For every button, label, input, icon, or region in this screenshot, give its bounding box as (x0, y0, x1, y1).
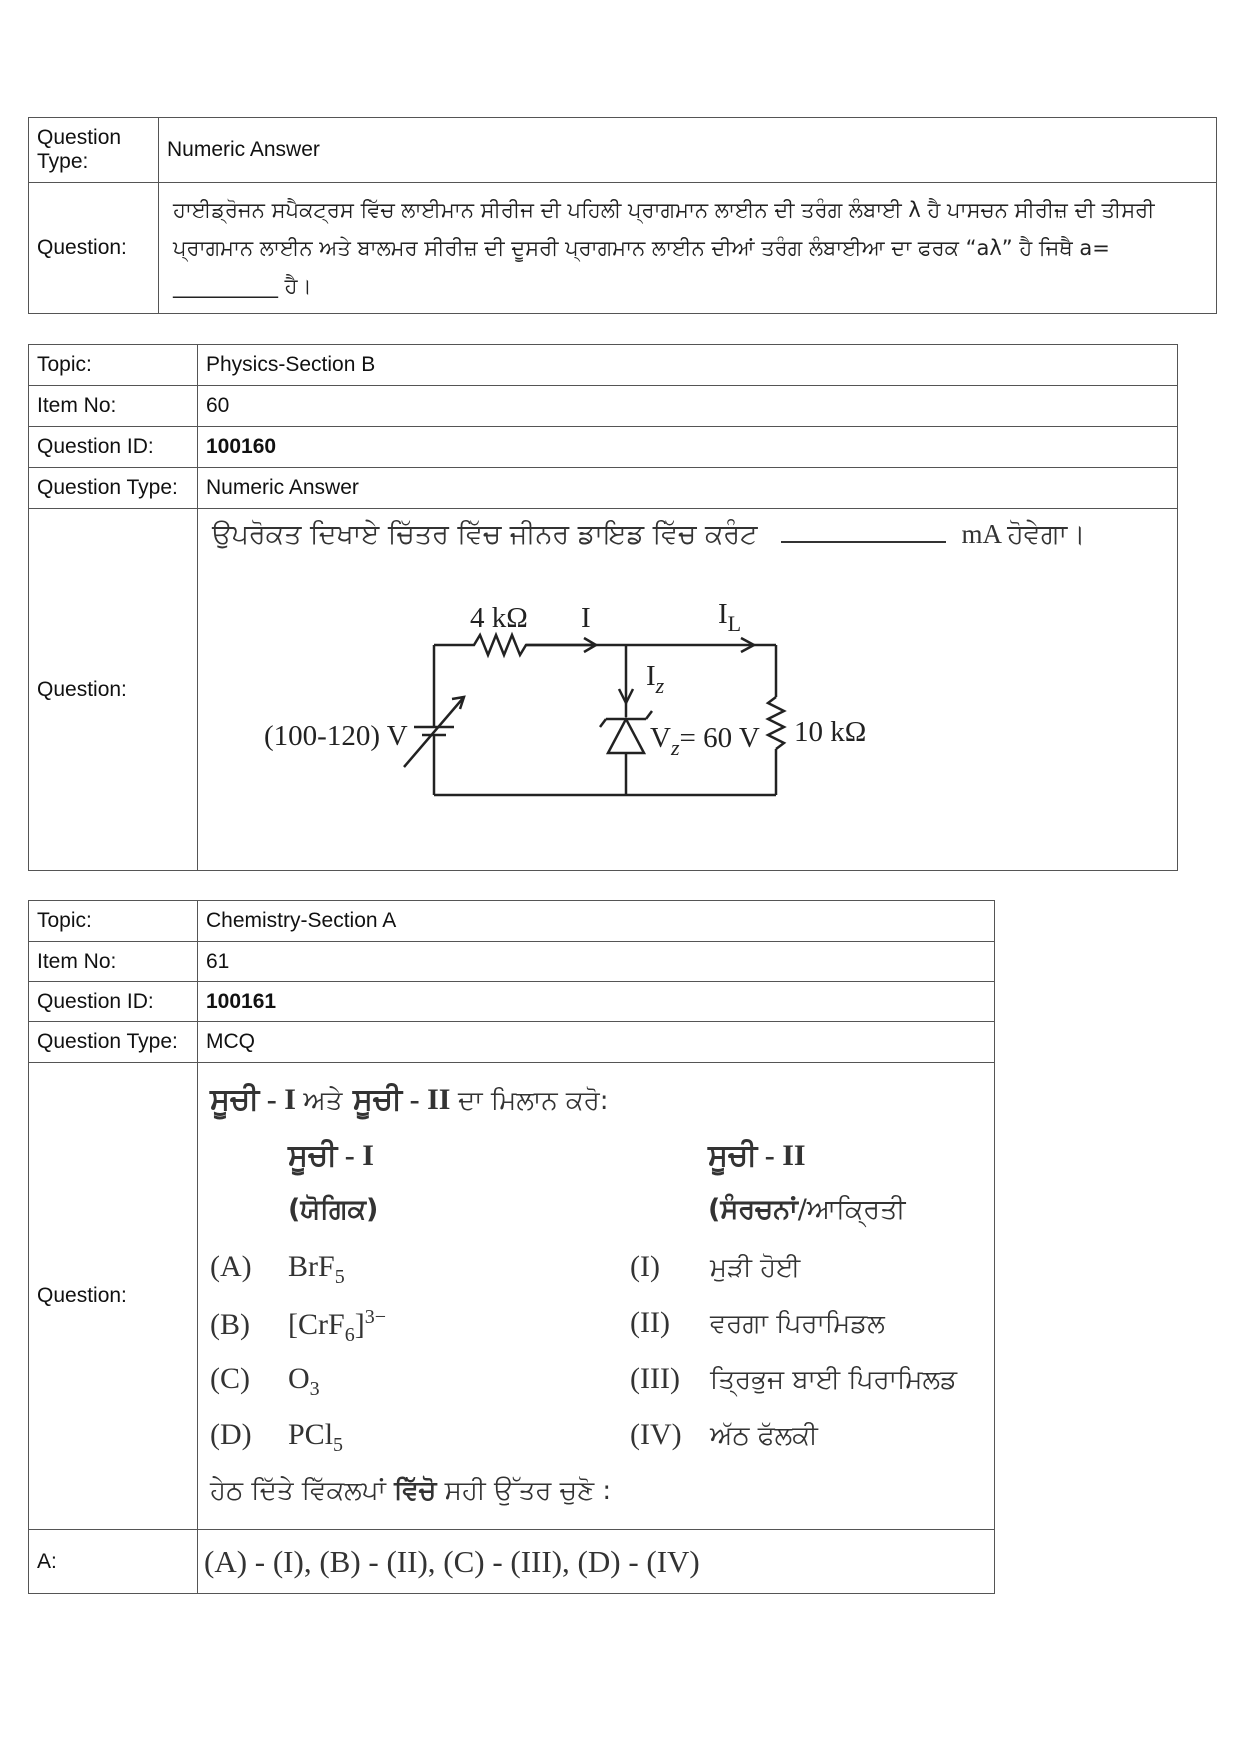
item-no-value: 61 (198, 942, 995, 982)
row-iii: (III) ਤ੍ਰਿਭੁਜ ਬਾਈ ਪਿਰਾਮਿਲਡ (630, 1361, 958, 1395)
topic-label: Topic: (29, 345, 198, 386)
row-a: (A) BrF$_5$ (210, 1249, 345, 1288)
row-i: (I) ਮੁੜੀ ਹੋਈ (630, 1249, 801, 1283)
question-type-label: Question Type: (29, 118, 159, 183)
question-60-table (28, 344, 1178, 871)
question-type-value: Numeric Answer (198, 468, 1178, 509)
question-text: ਉਪਰੋਕਤ ਦਿਖਾਏ ਚਿੱਤਰ ਵਿੱਚ ਜੀਨਰ ਡਾਇਡ ਵਿੱਚ ਕਰੰਟ mA ਹੋਵੇਗਾ। (212, 519, 1086, 550)
question-61-table (28, 900, 995, 1594)
question-59-table (28, 117, 1217, 314)
question-label: Question: (29, 1063, 198, 1530)
topic-value: Chemistry-Section A (198, 901, 995, 942)
current-i-label: I (581, 602, 591, 634)
question-body (198, 1063, 995, 1530)
question-label: Question: (29, 183, 159, 314)
topic-value: Physics-Section B (198, 345, 1178, 386)
match-list (198, 1064, 994, 1529)
current-arrow-i (526, 638, 596, 652)
question-type-value: Numeric Answer (159, 118, 1217, 183)
row-c: (C) $O_3$ (210, 1361, 320, 1400)
load-label: 10 kΩ (794, 716, 867, 748)
question-type-label: Question Type: (29, 1022, 198, 1063)
load-resistor (768, 697, 784, 749)
question-id-label: Question ID: (29, 427, 198, 468)
answer-value: (A) - (I), (B) - (II), (C) - (III), (D) - (IV) (198, 1530, 995, 1594)
current-iz-label: $I_z$ (646, 660, 665, 698)
question-id-value: 100161 (198, 982, 995, 1022)
question-id-value: 100160 (198, 427, 1178, 468)
row-ii: (II) ਵਰਗਾ ਪਿਰਾਮਿਡਲ (630, 1305, 885, 1339)
item-no-label: Item No: (29, 386, 198, 427)
zener-circuit-diagram (236, 557, 936, 802)
list2-title: ਸੂਚੀ - II (708, 1137, 806, 1173)
item-no-value: 60 (198, 386, 1178, 427)
question-label: Question: (29, 509, 198, 871)
match-intro: ਸੂਚੀ - I ਅਤੇ ਸੂਚੀ - II ਦਾ ਮਿਲਾਨ ਕਰੋ: (210, 1081, 609, 1117)
list1-subtitle: (ਯੋਗਿਕ) (288, 1193, 379, 1225)
row-d: (D) PCl$_5$ (210, 1417, 344, 1456)
zener-diode (608, 719, 644, 753)
current-il-label: $I_L$ (718, 598, 742, 636)
question-text: ਹਾਈਡ੍ਰੋਜਨ ਸਪੈਕਟ੍ਰਸ ਵਿੱਚ ਲਾਈਮਾਨ ਸੀਰੀਜ ਦੀ ਪਹਿਲੀ ਪ੍ਰਾਗਮਾਨ ਲਾਈਨ ਦੀ ਤਰੰਗ ਲੰਬਾਈ λ ਹੈ ਪਾਸਚਨ ਸੀਰੀਜ਼ ਦੀ ਤੀਸਰੀ ਪ੍ਰਾਗਮਾਨ ਲਾਈਨ ਅਤੇ ਬਾਲਮਰ ਸੀਰੀਜ਼ ਦੀ ਦੂਸਰੀ ਪ੍ਰਾਗਮਾਨ ਲਾਈਨ ਦੀਆਂ ਤਰੰਗ ਲੰਬਾਈਆ ਦਾ ਫਰਕ “aλ” ਹੈ ਜਿਥੈ a= __________ ਹੈ। (159, 183, 1217, 314)
answer-label: A: (29, 1530, 198, 1594)
row-iv: (IV) ਅੱਠ ਫੱਲਕੀ (630, 1417, 818, 1451)
source-label: (100-120) V (264, 720, 408, 752)
list2-subtitle: (ਸੰਰਚਨਾਂ/ਆਕ੍ਰਿਤੀ (708, 1193, 906, 1225)
item-no-label: Item No: (29, 942, 198, 982)
question-type-label: Question Type: (29, 468, 198, 509)
question-id-label: Question ID: (29, 982, 198, 1022)
choose-instruction: ਹੇਠ ਦਿੱਤੇ ਵਿੱਕਲਪਾਂ ਵਿੱਚੋ ਸਹੀ ਉੱਤਰ ਚੁਣੋ : (210, 1475, 612, 1506)
question-body (198, 509, 1178, 871)
topic-label: Topic: (29, 901, 198, 942)
question-type-value: MCQ (198, 1022, 995, 1063)
resistor-label: 4 kΩ (470, 602, 528, 634)
vz-label: $V_z= 60$ V (650, 722, 760, 760)
row-b: (B) $[CrF_6]^{3-}$ (210, 1305, 386, 1346)
list1-title: ਸੂਚੀ - I (288, 1137, 374, 1173)
